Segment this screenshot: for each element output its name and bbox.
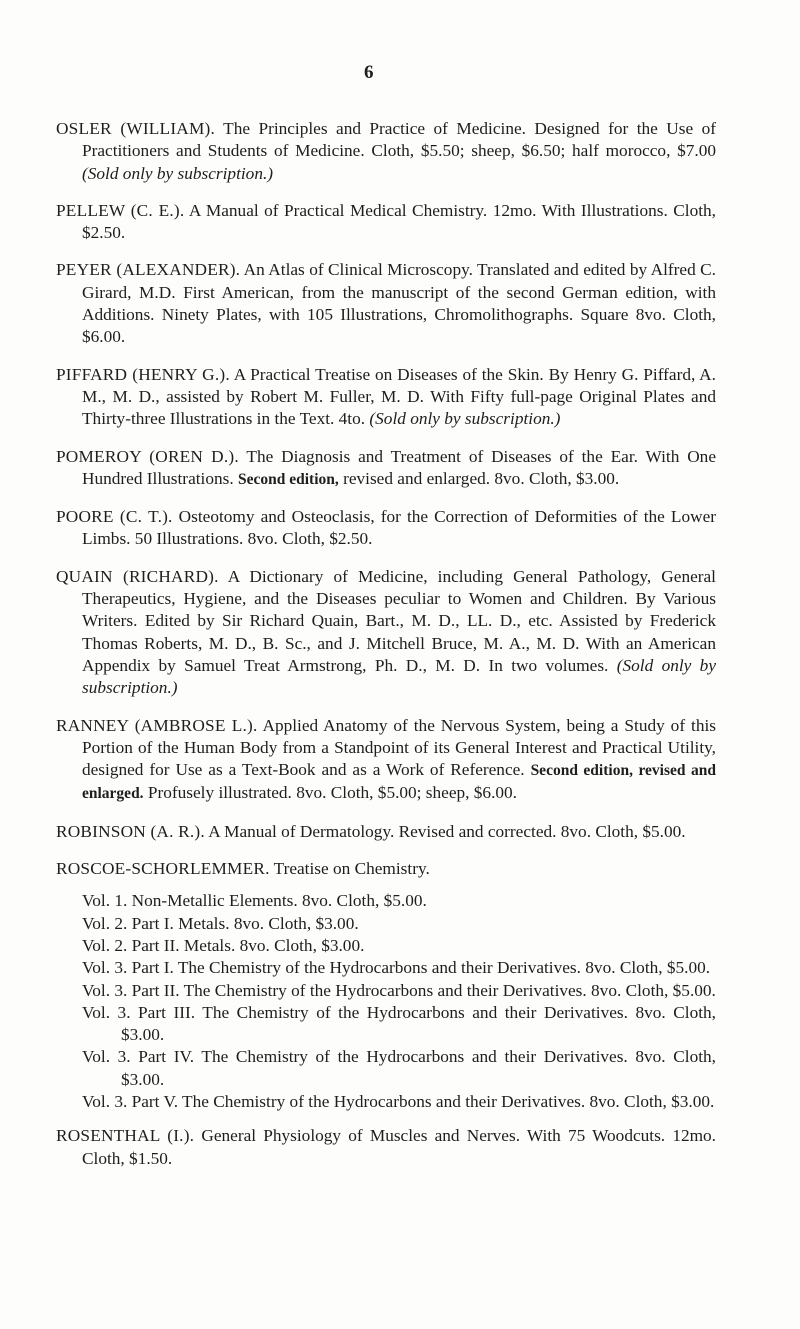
entry-rosenthal (56, 1125, 716, 1170)
entry-robinson (56, 821, 716, 843)
entry-text: A Manual of Practical Medical Chemistry. 12mo. With Illustrations. Cloth, $2.50. (82, 200, 716, 243)
entry-note: (Sold only by subscription.) (369, 409, 561, 429)
entry-poore (56, 506, 716, 551)
entry-osler (56, 118, 716, 185)
entry-author: PELLEW (C. E.). (56, 200, 185, 220)
entry-author: PEYER (ALEXANDER). (56, 260, 241, 280)
entry-text: Osteotomy and Osteoclasis, for the Correction of Deformities of the Lower Limbs. 50 Illustrations. 8vo. Cloth, $2.50. (82, 507, 716, 549)
entry-peyer (56, 259, 716, 348)
volume-item: Vol. 3. Part II. The Chemistry of the Hydrocarbons and their Derivatives. 8vo. Cloth, $5.00. (82, 980, 716, 1000)
entry-author: ROBINSON (A. R.). (56, 821, 205, 841)
entry-text: A Dictionary of Medicine, including General Pathology, General Therapeutics, Hygiene, and the Diseases peculiar to Women and Children. By Various Writers. Edited by Sir Richard Quain, Bart., M. D., LL. D., etc. Assisted by Frederick Thomas Roberts, M. D., B. Sc., and J. Mitchell Bruce, M. A., M. D. With an American Appendix by Samuel Treat Armstrong, Ph. D., M. D. In two volumes. (82, 566, 716, 675)
entry-piffard (56, 364, 716, 431)
entry-text: A Manual of Dermatology. Revised and corrected. 8vo. Cloth, $5.00. (204, 821, 686, 841)
volume-item: Vol. 2. Part I. Metals. 8vo. Cloth, $3.00. (82, 913, 359, 933)
entry-text-cont: revised and enlarged. 8vo. Cloth, $3.00. (338, 468, 620, 488)
entry-note: (Sold only by subscription.) (82, 655, 716, 698)
volume-item: Vol. 3. Part V. The Chemistry of the Hydrocarbons and their Derivatives. 8vo. Cloth, $3.00. (82, 1091, 715, 1111)
volume-item: Vol. 3. Part I. The Chemistry of the Hydrocarbons and their Derivatives. 8vo. Cloth, $5.00. (82, 958, 711, 978)
entry-author: POMEROY (OREN D.). (56, 446, 239, 466)
entry-text: Applied Anatomy of the Nervous System, being a Study of this Portion of the Human Body from a Standpoint of its General Interest and Practical Utility, designed for Use as a Text-Book and as a Work of Reference. (82, 715, 716, 780)
entry-text: The Principles and Practice of Medicine. Designed for the Use of Practitioners and Students of Medicine. Cloth, $5.50; sheep, $6.50; half morocco, $7.00 (82, 119, 717, 161)
entry-author: POORE (C. T.). (56, 507, 173, 527)
entry-author: PIFFARD (HENRY G.). (56, 364, 230, 384)
volume-item: Vol. 2. Part II. Metals. 8vo. Cloth, $3.00. (82, 935, 365, 955)
volume-item: Vol. 1. Non-Metallic Elements. 8vo. Cloth, $5.00. (82, 891, 427, 911)
volume-item: Vol. 3. Part IV. The Chemistry of the Hydrocarbons and their Derivatives. 8vo. Cloth, $3.00. (82, 1047, 716, 1089)
entry-ranney (56, 715, 716, 806)
entry-pellew (56, 200, 716, 245)
entry-author: QUAIN (RICHARD). (56, 566, 219, 586)
entry-text: A Practical Treatise on Diseases of the Skin. By Henry G. Piffard, A. M., M. D., assisted by Robert M. Fuller, M. D. With Fifty full-page Original Plates and Thirty-three Illustrations in the Text. 4to. (82, 364, 716, 429)
entry-roscoe (56, 858, 716, 880)
entry-text: General Physiology of Muscles and Nerves. With 75 Woodcuts. 12mo. Cloth, $1.50. (82, 1126, 716, 1168)
page-number: 6 (364, 62, 374, 83)
entry-quain (56, 566, 716, 700)
entry-text: An Atlas of Clinical Microscopy. Translated and edited by Alfred C. Girard, M.D. First American, from the manuscript of the second German edition, with Additions. Ninety Plates, with 105 Illustrations, Chromolithographs. Square 8vo. Cloth, $6.00. (82, 260, 716, 347)
entry-pomeroy (56, 446, 716, 492)
entry-author: RANNEY (AMBROSE L.). (56, 715, 258, 735)
entry-note: (Sold only by subscription.) (82, 163, 274, 183)
catalog-entries (56, 118, 716, 1185)
entry-author: OSLER (WILLIAM). (56, 119, 215, 138)
entry-edition: Second edition, (238, 470, 339, 488)
entry-author: ROSENTHAL (I.). (56, 1126, 195, 1146)
entry-text: Treatise on Chemistry. (269, 859, 430, 879)
entry-text-cont: Profusely illustrated. 8vo. Cloth, $5.00; sheep, $6.00. (143, 783, 517, 803)
volume-item: Vol. 3. Part III. The Chemistry of the Hydrocarbons and their Derivatives. 8vo. Cloth, $3.00. (82, 1002, 716, 1045)
entry-text: The Diagnosis and Treatment of Diseases of the Ear. With One Hundred Illustrations. (82, 446, 716, 488)
entry-edition: Second edition, revised and enlarged. (82, 762, 716, 803)
entry-author: ROSCOE-SCHORLEMMER. (56, 859, 270, 879)
